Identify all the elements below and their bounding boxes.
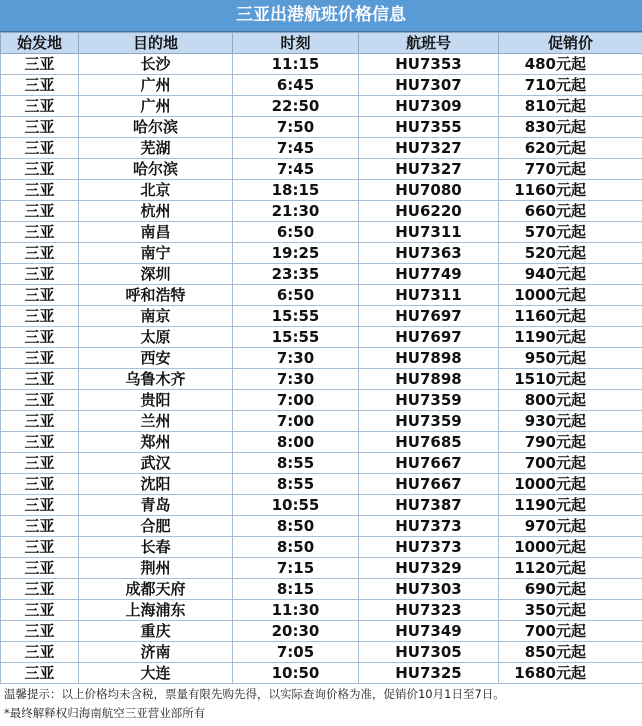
price-cell: 950元起 xyxy=(499,348,642,369)
flight-number-cell: HU7080 xyxy=(359,180,499,201)
flight-number-cell: HU7363 xyxy=(359,243,499,264)
flight-number-cell: HU7685 xyxy=(359,432,499,453)
time-cell: 8:00 xyxy=(233,432,359,453)
table-row xyxy=(1,453,642,474)
time-cell: 7:50 xyxy=(233,117,359,138)
table-row xyxy=(1,495,642,516)
origin-cell: 三亚 xyxy=(1,663,79,684)
origin-cell: 三亚 xyxy=(1,138,79,159)
destination-cell: 芜湖 xyxy=(79,138,233,159)
table-row xyxy=(1,348,642,369)
origin-cell: 三亚 xyxy=(1,600,79,621)
destination-cell: 杭州 xyxy=(79,201,233,222)
origin-cell: 三亚 xyxy=(1,222,79,243)
flight-number-cell: HU7387 xyxy=(359,495,499,516)
header-time: 时刻 xyxy=(233,33,359,54)
time-cell: 8:50 xyxy=(233,537,359,558)
destination-cell: 武汉 xyxy=(79,453,233,474)
price-cell: 700元起 xyxy=(499,453,642,474)
destination-cell: 贵阳 xyxy=(79,390,233,411)
origin-cell: 三亚 xyxy=(1,516,79,537)
origin-cell: 三亚 xyxy=(1,180,79,201)
destination-cell: 大连 xyxy=(79,663,233,684)
time-cell: 8:55 xyxy=(233,453,359,474)
header-destination: 目的地 xyxy=(79,33,233,54)
origin-cell: 三亚 xyxy=(1,96,79,117)
price-cell: 850元起 xyxy=(499,642,642,663)
destination-cell: 哈尔滨 xyxy=(79,159,233,180)
flight-number-cell: HU7697 xyxy=(359,306,499,327)
flight-number-cell: HU7353 xyxy=(359,54,499,75)
table-row xyxy=(1,369,642,390)
destination-cell: 哈尔滨 xyxy=(79,117,233,138)
flight-number-cell: HU7749 xyxy=(359,264,499,285)
flight-number-cell: HU7311 xyxy=(359,285,499,306)
disclaimer-text: *最终解释权归海南航空三亚营业部所有 xyxy=(4,706,206,720)
origin-cell: 三亚 xyxy=(1,537,79,558)
destination-cell: 广州 xyxy=(79,75,233,96)
origin-cell: 三亚 xyxy=(1,75,79,96)
price-cell: 660元起 xyxy=(499,201,642,222)
table-row xyxy=(1,537,642,558)
table-header-row xyxy=(1,33,642,54)
table-row xyxy=(1,222,642,243)
price-cell: 1120元起 xyxy=(499,558,642,579)
flight-price-table xyxy=(0,32,642,684)
flight-number-cell: HU7327 xyxy=(359,159,499,180)
destination-cell: 广州 xyxy=(79,96,233,117)
price-cell: 690元起 xyxy=(499,579,642,600)
price-cell: 1000元起 xyxy=(499,537,642,558)
time-cell: 7:45 xyxy=(233,138,359,159)
time-cell: 11:30 xyxy=(233,600,359,621)
flight-number-cell: HU7898 xyxy=(359,369,499,390)
destination-cell: 济南 xyxy=(79,642,233,663)
destination-cell: 太原 xyxy=(79,327,233,348)
destination-cell: 青岛 xyxy=(79,495,233,516)
table-row xyxy=(1,264,642,285)
destination-cell: 沈阳 xyxy=(79,474,233,495)
table-body xyxy=(1,54,642,684)
price-cell: 480元起 xyxy=(499,54,642,75)
origin-cell: 三亚 xyxy=(1,306,79,327)
flight-number-cell: HU7359 xyxy=(359,390,499,411)
table-row xyxy=(1,558,642,579)
time-cell: 7:30 xyxy=(233,348,359,369)
time-cell: 22:50 xyxy=(233,96,359,117)
table-row xyxy=(1,306,642,327)
time-cell: 6:50 xyxy=(233,222,359,243)
price-cell: 810元起 xyxy=(499,96,642,117)
price-cell: 970元起 xyxy=(499,516,642,537)
table-row xyxy=(1,621,642,642)
table-row xyxy=(1,138,642,159)
flight-number-cell: HU7359 xyxy=(359,411,499,432)
price-cell: 1190元起 xyxy=(499,495,642,516)
price-cell: 570元起 xyxy=(499,222,642,243)
flight-number-cell: HU7667 xyxy=(359,474,499,495)
table-row xyxy=(1,117,642,138)
time-cell: 11:15 xyxy=(233,54,359,75)
origin-cell: 三亚 xyxy=(1,201,79,222)
flight-number-cell: HU7667 xyxy=(359,453,499,474)
price-cell: 1000元起 xyxy=(499,285,642,306)
page-title: 三亚出港航班价格信息 xyxy=(0,0,642,32)
destination-cell: 郑州 xyxy=(79,432,233,453)
time-cell: 15:55 xyxy=(233,327,359,348)
flight-number-cell: HU7329 xyxy=(359,558,499,579)
destination-cell: 合肥 xyxy=(79,516,233,537)
destination-cell: 乌鲁木齐 xyxy=(79,369,233,390)
price-cell: 520元起 xyxy=(499,243,642,264)
time-cell: 10:50 xyxy=(233,663,359,684)
time-cell: 10:55 xyxy=(233,495,359,516)
destination-cell: 荆州 xyxy=(79,558,233,579)
time-cell: 8:50 xyxy=(233,516,359,537)
notice-text: 温馨提示：以上价格均未含税，票量有限先购先得，以实际查询价格为准，促销价10月1日至7日。 xyxy=(4,687,505,701)
flight-number-cell: HU7323 xyxy=(359,600,499,621)
flight-number-cell: HU7373 xyxy=(359,516,499,537)
origin-cell: 三亚 xyxy=(1,558,79,579)
time-cell: 6:45 xyxy=(233,75,359,96)
flight-number-cell: HU7307 xyxy=(359,75,499,96)
destination-cell: 重庆 xyxy=(79,621,233,642)
table-row xyxy=(1,54,642,75)
table-row xyxy=(1,642,642,663)
origin-cell: 三亚 xyxy=(1,621,79,642)
time-cell: 15:55 xyxy=(233,306,359,327)
table-row xyxy=(1,96,642,117)
time-cell: 23:35 xyxy=(233,264,359,285)
time-cell: 20:30 xyxy=(233,621,359,642)
header-flight-number: 航班号 xyxy=(359,33,499,54)
table-row xyxy=(1,201,642,222)
origin-cell: 三亚 xyxy=(1,159,79,180)
flight-number-cell: HU7349 xyxy=(359,621,499,642)
table-row xyxy=(1,600,642,621)
table-row xyxy=(1,432,642,453)
table-row xyxy=(1,474,642,495)
price-cell: 830元起 xyxy=(499,117,642,138)
price-cell: 620元起 xyxy=(499,138,642,159)
origin-cell: 三亚 xyxy=(1,369,79,390)
destination-cell: 呼和浩特 xyxy=(79,285,233,306)
origin-cell: 三亚 xyxy=(1,264,79,285)
origin-cell: 三亚 xyxy=(1,453,79,474)
origin-cell: 三亚 xyxy=(1,243,79,264)
table-row xyxy=(1,243,642,264)
table-row xyxy=(1,390,642,411)
table-row xyxy=(1,75,642,96)
header-origin: 始发地 xyxy=(1,33,79,54)
price-cell: 1000元起 xyxy=(499,474,642,495)
origin-cell: 三亚 xyxy=(1,474,79,495)
price-cell: 940元起 xyxy=(499,264,642,285)
destination-cell: 西安 xyxy=(79,348,233,369)
price-cell: 350元起 xyxy=(499,600,642,621)
destination-cell: 上海浦东 xyxy=(79,600,233,621)
table-row xyxy=(1,663,642,684)
time-cell: 8:15 xyxy=(233,579,359,600)
destination-cell: 南京 xyxy=(79,306,233,327)
flight-number-cell: HU7309 xyxy=(359,96,499,117)
origin-cell: 三亚 xyxy=(1,390,79,411)
destination-cell: 深圳 xyxy=(79,264,233,285)
table-row xyxy=(1,411,642,432)
price-cell: 1190元起 xyxy=(499,327,642,348)
origin-cell: 三亚 xyxy=(1,579,79,600)
origin-cell: 三亚 xyxy=(1,285,79,306)
destination-cell: 南昌 xyxy=(79,222,233,243)
flight-number-cell: HU7373 xyxy=(359,537,499,558)
table-row xyxy=(1,516,642,537)
flight-number-cell: HU7305 xyxy=(359,642,499,663)
time-cell: 6:50 xyxy=(233,285,359,306)
destination-cell: 长春 xyxy=(79,537,233,558)
origin-cell: 三亚 xyxy=(1,348,79,369)
table-row xyxy=(1,327,642,348)
time-cell: 8:55 xyxy=(233,474,359,495)
price-cell: 710元起 xyxy=(499,75,642,96)
origin-cell: 三亚 xyxy=(1,117,79,138)
origin-cell: 三亚 xyxy=(1,327,79,348)
origin-cell: 三亚 xyxy=(1,495,79,516)
flight-number-cell: HU7327 xyxy=(359,138,499,159)
table-row xyxy=(1,285,642,306)
price-cell: 1160元起 xyxy=(499,306,642,327)
flight-number-cell: HU7898 xyxy=(359,348,499,369)
table-row xyxy=(1,579,642,600)
origin-cell: 三亚 xyxy=(1,54,79,75)
table-row xyxy=(1,159,642,180)
time-cell: 18:15 xyxy=(233,180,359,201)
flight-number-cell: HU7697 xyxy=(359,327,499,348)
time-cell: 19:25 xyxy=(233,243,359,264)
price-cell: 1680元起 xyxy=(499,663,642,684)
price-cell: 800元起 xyxy=(499,390,642,411)
time-cell: 7:05 xyxy=(233,642,359,663)
time-cell: 21:30 xyxy=(233,201,359,222)
price-cell: 1160元起 xyxy=(499,180,642,201)
time-cell: 7:15 xyxy=(233,558,359,579)
price-cell: 1510元起 xyxy=(499,369,642,390)
origin-cell: 三亚 xyxy=(1,642,79,663)
destination-cell: 南宁 xyxy=(79,243,233,264)
origin-cell: 三亚 xyxy=(1,432,79,453)
flight-number-cell: HU7311 xyxy=(359,222,499,243)
table-row xyxy=(1,180,642,201)
flight-number-cell: HU7355 xyxy=(359,117,499,138)
destination-cell: 长沙 xyxy=(79,54,233,75)
time-cell: 7:30 xyxy=(233,369,359,390)
price-cell: 930元起 xyxy=(499,411,642,432)
time-cell: 7:00 xyxy=(233,390,359,411)
price-cell: 770元起 xyxy=(499,159,642,180)
destination-cell: 兰州 xyxy=(79,411,233,432)
flight-number-cell: HU7303 xyxy=(359,579,499,600)
origin-cell: 三亚 xyxy=(1,411,79,432)
header-price: 促销价 xyxy=(499,33,642,54)
time-cell: 7:45 xyxy=(233,159,359,180)
destination-cell: 成都天府 xyxy=(79,579,233,600)
time-cell: 7:00 xyxy=(233,411,359,432)
flight-number-cell: HU6220 xyxy=(359,201,499,222)
price-cell: 700元起 xyxy=(499,621,642,642)
price-cell: 790元起 xyxy=(499,432,642,453)
destination-cell: 北京 xyxy=(79,180,233,201)
flight-number-cell: HU7325 xyxy=(359,663,499,684)
